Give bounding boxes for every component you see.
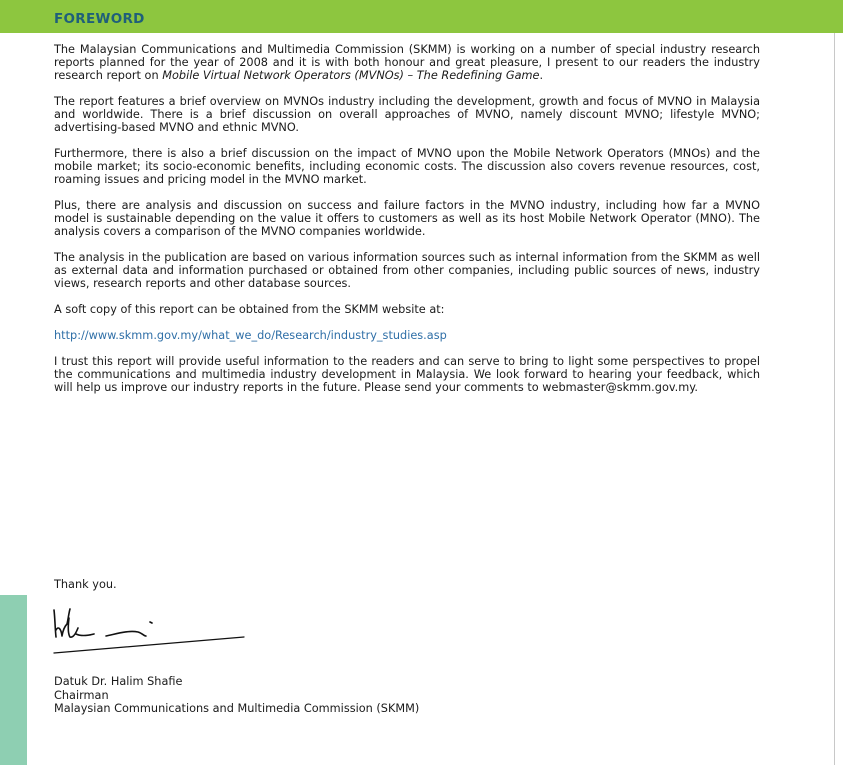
page-border-line bbox=[834, 33, 835, 765]
paragraph-analysis: Plus, there are analysis and discussion on success and failure factors in the MVNO industry, including how far a MVNO model is sustainable depending on the value it offers to customers as well as its host Mobile Network Operator (MNO). The analysis covers a comparison of the MVNO companies worldwide. bbox=[54, 199, 760, 238]
report-title-italic: Mobile Virtual Network Operators (MVNOs) – The Redefining Game bbox=[162, 69, 540, 82]
paragraph-impact: Furthermore, there is also a brief discussion on the impact of MVNO upon the Mobile Network Operators (MNOs) and the mobile market; its socio-economic benefits, including economic costs. The discussion also covers revenue resources, cost, roaming issues and pricing model in the MVNO market. bbox=[54, 147, 760, 186]
signature-image bbox=[46, 606, 246, 672]
paragraph-intro bbox=[54, 43, 760, 82]
paragraph-intro-text: The Malaysian Communications and Multimedia Commission (SKMM) is working on a number of special industry research reports planned for the year of 2008 and it is with both honour and great pleasure, I present to our readers the industry research report on bbox=[54, 43, 760, 82]
signatory-position: Chairman bbox=[54, 688, 109, 702]
paragraph-overview: The report features a brief overview on MVNOs industry including the development, growth and focus of MVNO in Malaysia and worldwide. There is a brief discussion on overall approaches of MVNO, namely discount MVNO; lifestyle MVNO; advertising-based MVNO and ethnic MVNO. bbox=[54, 95, 760, 134]
thank-you-text: Thank you. bbox=[54, 578, 117, 591]
paragraph-softcopy: A soft copy of this report can be obtained from the SKMM website at: bbox=[54, 303, 445, 316]
signatory-organization: Malaysian Communications and Multimedia Commission (SKMM) bbox=[54, 702, 420, 715]
paragraph-closing: I trust this report will provide useful information to the readers and can serve to bring to light some perspectives to propel the communications and multimedia industry development in Malaysia. We look forward to hearing your feedback, which will help us improve our industry reports in the future. Please send your comments to webmaster@skmm.gov.my. bbox=[54, 355, 760, 394]
signatory-block bbox=[54, 675, 419, 716]
page-title: FOREWORD bbox=[54, 11, 145, 27]
foreword-body bbox=[54, 43, 760, 407]
website-link[interactable]: http://www.skmm.gov.my/what_we_do/Research/industry_studies.asp bbox=[54, 329, 447, 342]
paragraph-intro-end: . bbox=[539, 69, 544, 82]
paragraph-sources: The analysis in the publication are based on various information sources such as internal information from the SKMM as well as external data and information purchased or obtained from other companies, including public sources of news, industry views, research reports and other database sources. bbox=[54, 251, 760, 290]
left-accent-strip bbox=[0, 595, 27, 765]
signatory-name: Datuk Dr. Halim Shafie bbox=[54, 675, 183, 688]
